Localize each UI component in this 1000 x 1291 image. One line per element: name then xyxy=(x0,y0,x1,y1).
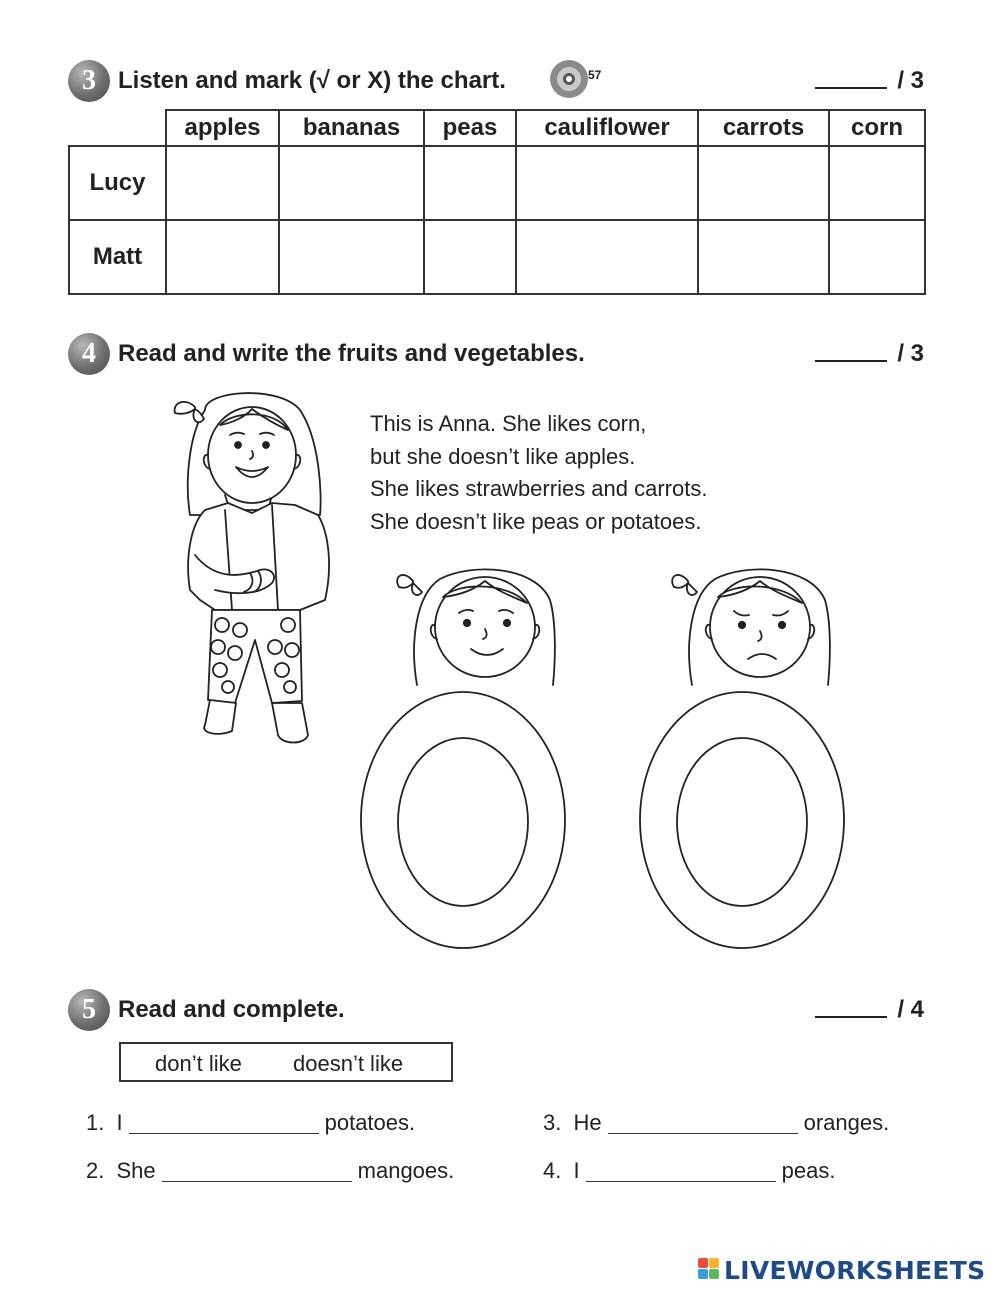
score-max: / 3 xyxy=(897,340,924,367)
column-header: corn xyxy=(829,110,925,146)
item-subject: She xyxy=(116,1158,156,1183)
answer-blank[interactable] xyxy=(162,1160,352,1182)
column-header: peas xyxy=(424,110,516,146)
score-blank[interactable] xyxy=(815,69,887,89)
column-header: carrots xyxy=(698,110,829,146)
sad-face-icon xyxy=(670,565,840,690)
item-object: potatoes. xyxy=(324,1110,416,1135)
answer-cell[interactable] xyxy=(424,146,516,220)
dislikes-plate[interactable] xyxy=(637,690,847,950)
answer-cell[interactable] xyxy=(424,220,516,294)
item-object: oranges. xyxy=(803,1110,890,1135)
item-object: mangoes. xyxy=(357,1158,455,1183)
chart-row-lucy xyxy=(69,146,925,220)
audio-cd-icon[interactable] xyxy=(550,60,588,98)
score-field xyxy=(815,996,924,1024)
answer-blank[interactable] xyxy=(129,1112,319,1134)
column-header: bananas xyxy=(279,110,424,146)
story-line: She likes strawberries and carrots. xyxy=(370,476,708,501)
answer-cell[interactable] xyxy=(829,146,925,220)
item-subject: I xyxy=(116,1110,123,1135)
answer-blank[interactable] xyxy=(586,1160,776,1182)
score-max: / 3 xyxy=(897,67,924,94)
answer-blank[interactable] xyxy=(608,1112,798,1134)
section-title: Listen and mark (√ or X) the chart. xyxy=(118,67,506,94)
story-line: but she doesn’t like apples. xyxy=(370,443,636,469)
story-line: She doesn’t like peas or potatoes. xyxy=(370,508,702,534)
logo-blocks-icon xyxy=(698,1258,720,1280)
score-max: / 4 xyxy=(897,996,924,1023)
answer-cell[interactable] xyxy=(516,220,698,294)
word-bank-item: don’t like xyxy=(155,1051,242,1076)
listening-chart xyxy=(68,109,926,295)
score-blank[interactable] xyxy=(815,342,887,362)
section-number-badge: 3 xyxy=(68,60,110,102)
row-header: Matt xyxy=(69,220,166,294)
column-header: apples xyxy=(166,110,279,146)
chart-corner-cell xyxy=(69,110,166,146)
answer-cell[interactable] xyxy=(698,146,829,220)
section-title: Read and complete. xyxy=(118,996,345,1023)
answer-cell[interactable] xyxy=(279,146,424,220)
exercise-item-3 xyxy=(543,1110,889,1136)
item-number: 1. xyxy=(86,1110,105,1135)
word-bank-item: doesn’t like xyxy=(293,1051,404,1076)
exercise-item-4 xyxy=(543,1158,835,1184)
answer-cell[interactable] xyxy=(829,220,925,294)
section-number-badge: 4 xyxy=(68,333,110,375)
audio-track-number: 57 xyxy=(588,68,602,82)
item-subject: He xyxy=(573,1110,602,1135)
section-4-header xyxy=(68,333,924,373)
item-number: 2. xyxy=(86,1158,105,1183)
item-number: 3. xyxy=(543,1110,562,1135)
likes-plate[interactable] xyxy=(358,690,568,950)
answer-cell[interactable] xyxy=(516,146,698,220)
section-title: Read and write the fruits and vegetables. xyxy=(118,340,585,367)
happy-face-icon xyxy=(395,565,565,690)
section-5-header xyxy=(68,989,924,1029)
chart-header-row xyxy=(69,110,925,146)
answer-cell[interactable] xyxy=(166,146,279,220)
item-number: 4. xyxy=(543,1158,562,1183)
item-subject: I xyxy=(573,1158,580,1183)
row-header: Lucy xyxy=(69,146,166,220)
answer-cell[interactable] xyxy=(166,220,279,294)
answer-cell[interactable] xyxy=(279,220,424,294)
item-object: peas. xyxy=(781,1158,836,1183)
chart-row-matt xyxy=(69,220,925,294)
section-number-badge: 5 xyxy=(68,989,110,1031)
word-bank xyxy=(119,1042,453,1082)
score-blank[interactable] xyxy=(815,998,887,1018)
column-header: cauliflower xyxy=(516,110,698,146)
story-line: This is Anna. She likes corn, xyxy=(370,411,647,436)
section-3-header xyxy=(68,60,924,100)
story-text xyxy=(370,408,707,538)
anna-illustration xyxy=(160,385,340,760)
logo-text: LIVEWORKSHEETS xyxy=(724,1256,986,1285)
exercise-item-2 xyxy=(86,1158,454,1184)
score-field xyxy=(815,340,924,368)
answer-cell[interactable] xyxy=(698,220,829,294)
exercise-item-1 xyxy=(86,1110,415,1136)
score-field xyxy=(815,67,924,95)
